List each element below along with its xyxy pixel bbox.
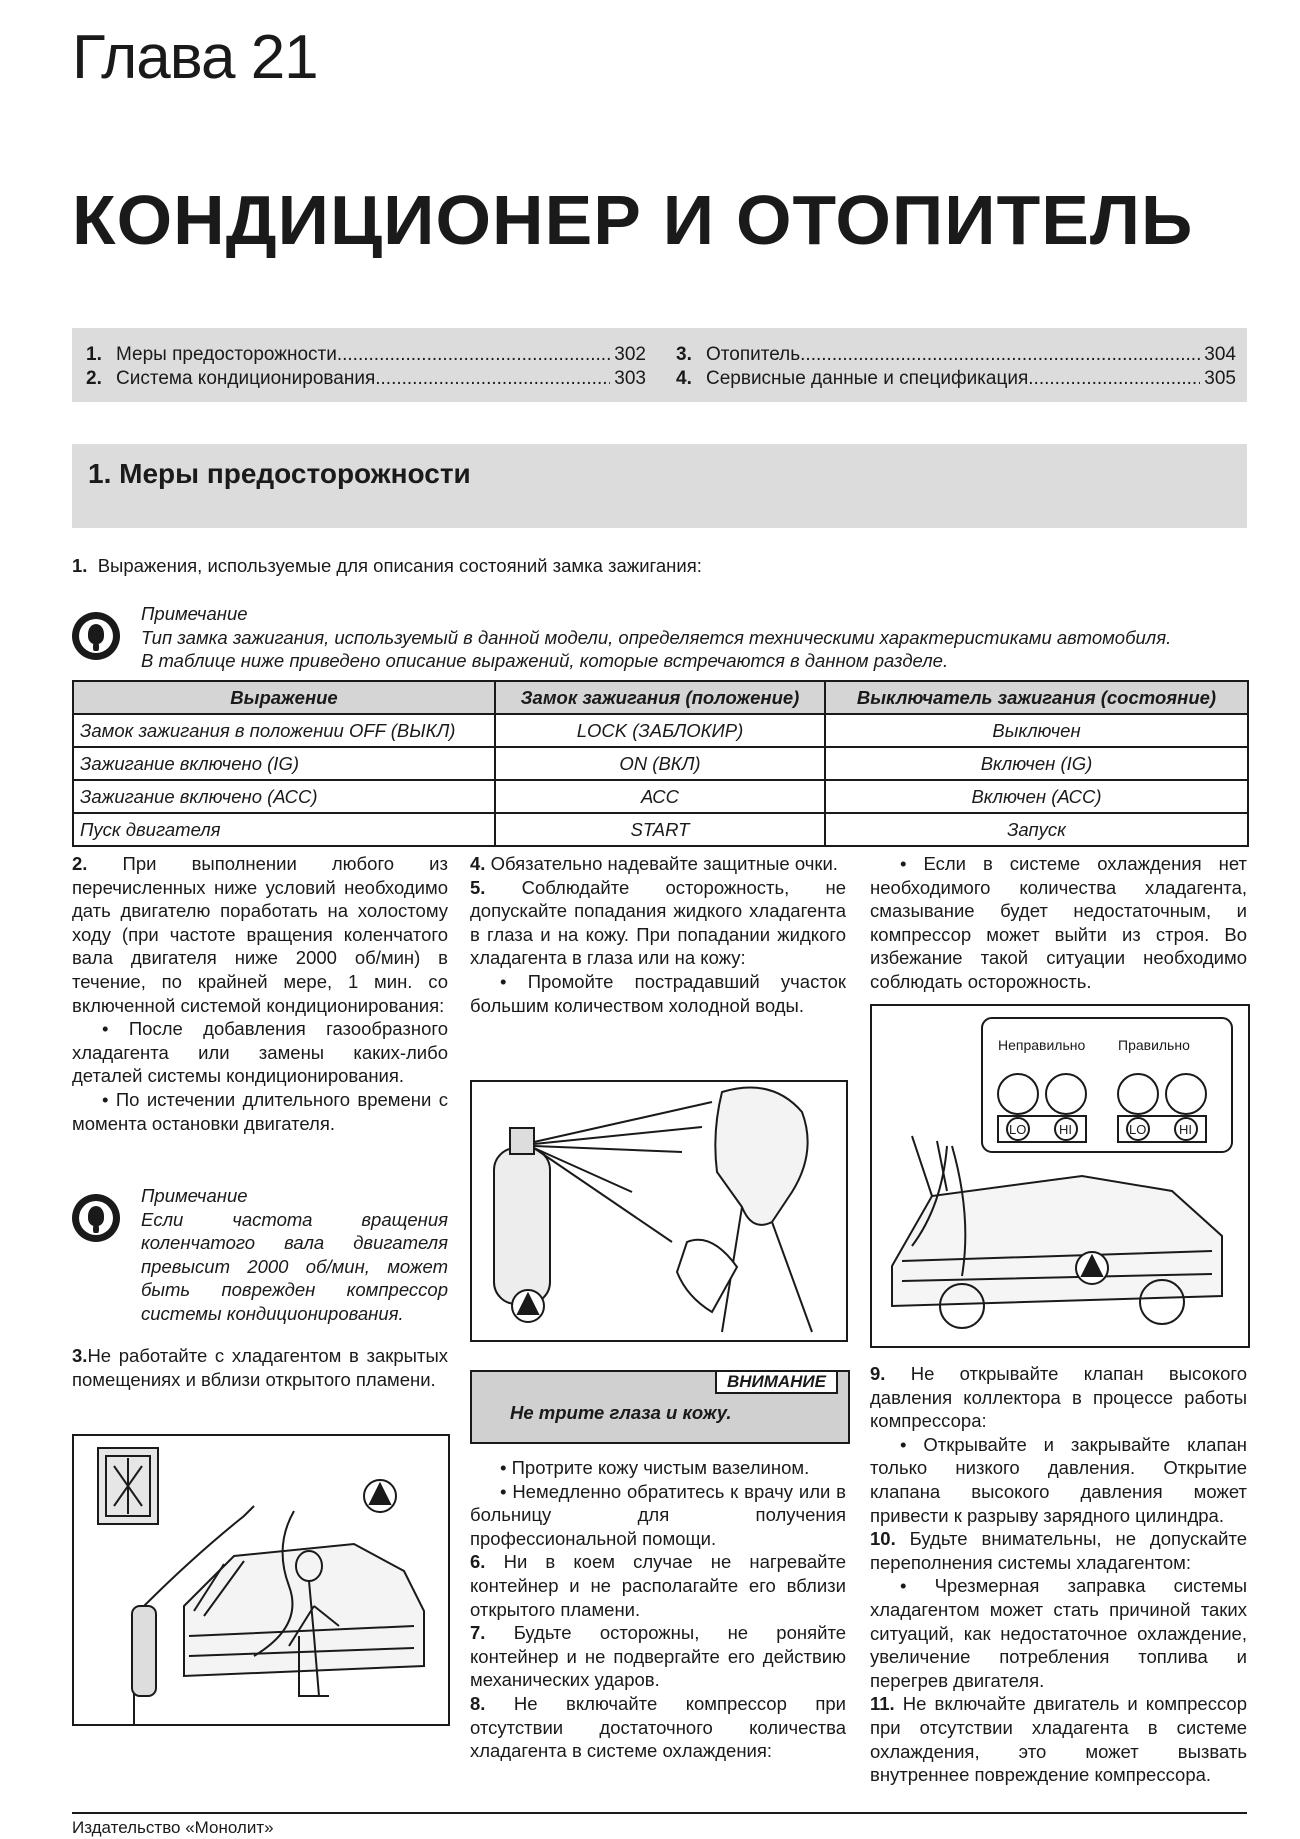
item-number: 7. <box>470 1622 486 1644</box>
toc-num: 3. <box>676 344 692 365</box>
label-right: Правильно <box>1118 1037 1190 1053</box>
bullet: • Немедленно обратитесь к врачу или в больницу для получения профессиональной помощи. <box>470 1480 846 1549</box>
toc-leader <box>337 344 610 366</box>
toc-item-2[interactable] <box>86 368 646 390</box>
note-line-1: Тип замка зажигания, используемый в данной модели, определяется техническими характеристиками автомобиля. <box>141 626 1172 648</box>
cell: Включен (IG) <box>825 747 1248 780</box>
warning-tag: ВНИМАНИЕ <box>715 1370 838 1394</box>
paragraph-text: Будьте осторожны, не роняйте контейнер и не подвергайте его действию механических ударов. <box>470 1622 847 1691</box>
ignition-table <box>72 680 1249 847</box>
paragraph-2 <box>72 852 448 1017</box>
paragraph-8 <box>470 1692 846 1763</box>
gauge-lo-label: LO <box>1129 1122 1147 1137</box>
section-heading-box <box>72 444 1247 528</box>
paragraph-4 <box>470 852 846 876</box>
paragraph-text: Не открывайте клапан высокого давления коллектора в процессе работы компрессора: <box>870 1363 1248 1432</box>
cell: START <box>495 813 825 846</box>
toc-item-3[interactable] <box>676 344 1236 366</box>
bullet: • По истечении длительного времени с момента остановки двигателя. <box>72 1088 448 1134</box>
paragraph-5 <box>470 876 846 970</box>
toc-label: Отопитель <box>706 344 801 365</box>
paragraph-3 <box>72 1344 448 1391</box>
footer-publisher: Издательство «Монолит» <box>72 1818 274 1837</box>
paragraph-text: Не включайте компрессор при отсутствии достаточного количества хладагента в системе охлаждения: <box>470 1692 846 1762</box>
note-bulb-icon <box>72 1194 120 1242</box>
garage-illustration <box>74 1436 448 1724</box>
table-row <box>73 747 1248 780</box>
col-header: Замок зажигания (положение) <box>495 681 825 714</box>
column-3-bottom <box>870 1362 1247 1787</box>
bullet: • Чрезмерная заправка системы хладагентом может стать причиной таких ситуаций, как недостаточное охлаждение, увеличение потребления топлива и перегрев двигателя. <box>870 1575 1247 1691</box>
warning-box <box>470 1370 850 1444</box>
item-number: 4. <box>470 853 486 874</box>
footer-rule <box>72 1812 1247 1814</box>
cell: Выключен <box>825 714 1248 747</box>
item-number: 3. <box>72 1345 88 1366</box>
bullet: • Протрите кожу чистым вазелином. <box>500 1457 810 1478</box>
cell: ON (ВКЛ) <box>495 747 825 780</box>
item-number: 5. <box>470 876 486 898</box>
note-bulb-icon <box>72 612 120 660</box>
intro-paragraph <box>72 554 702 578</box>
bullet: • После добавления газообразного хладагента или замены каких-либо деталей системы кондиционирования. <box>72 1018 448 1087</box>
paragraph-9 <box>870 1362 1247 1433</box>
toc-leader <box>1028 368 1200 390</box>
table-row <box>73 780 1248 813</box>
gauge-hi-label: HI <box>1179 1122 1192 1137</box>
note-1 <box>141 602 1247 673</box>
table-row <box>73 813 1248 846</box>
chapter-label: Глава 21 <box>72 23 318 92</box>
table-row <box>73 714 1248 747</box>
toc-leader <box>375 368 610 390</box>
paragraph-7 <box>470 1621 846 1692</box>
item-number: 6. <box>470 1551 486 1573</box>
cell: Запуск <box>825 813 1248 846</box>
column-2-top <box>470 852 846 1017</box>
paragraph-text: При выполнении любого из перечисленных ниже условий необходимо дать двигателю поработать на холостому ходу (при частоте вращения коленчатого вала двигателя ниже 2000 об/мин) в течение, по крайней мере, 1 мин. со включенной системой кондиционирования: <box>72 853 448 1016</box>
note-line-2: В таблице ниже приведено описание выражений, которые встречаются в данном разделе. <box>141 650 949 672</box>
warning-text: Не трите глаза и кожу. <box>510 1402 732 1423</box>
toc-item-4[interactable] <box>676 368 1236 390</box>
paragraph-11 <box>870 1692 1247 1786</box>
column-1 <box>72 852 448 1135</box>
item-number: 1. <box>72 555 88 576</box>
table-of-contents <box>72 328 1247 402</box>
page-title: КОНДИЦИОНЕР И ОТОПИТЕЛЬ <box>72 181 1194 259</box>
item-number: 8. <box>470 1692 486 1714</box>
toc-page: 302 <box>614 344 646 365</box>
table-header-row <box>73 681 1248 714</box>
toc-label: Система кондиционирования <box>116 368 376 389</box>
eye-splash-illustration <box>472 1082 846 1340</box>
note-label: Примечание <box>141 1185 248 1206</box>
item-number: 9. <box>870 1363 886 1384</box>
col-header: Выключатель зажигания (состояние) <box>825 681 1248 714</box>
item-number: 2. <box>72 853 88 874</box>
toc-page: 304 <box>1204 344 1236 365</box>
toc-label: Меры предосторожности <box>116 344 337 365</box>
section-heading: 1. Меры предосторожности <box>88 458 471 489</box>
cell: Включен (АСС) <box>825 780 1248 813</box>
bullet: • Открывайте и закрывайте клапан только низкого давления. Открытие клапана высокого давления может привести к разрыву зарядного цилиндра. <box>870 1433 1247 1526</box>
cell: LOCK (ЗАБЛОКИР) <box>495 714 825 747</box>
paragraph-text: Соблюдайте осторожность, не допускайте попадания жидкого хладагента в глаза и на кожу. При попадании жидкого хладагента в глаза или на кожу: <box>470 876 846 969</box>
toc-item-1[interactable] <box>86 344 646 366</box>
figure-refrigerant-garage <box>72 1434 450 1726</box>
item-number: 10. <box>870 1528 896 1550</box>
column-3-top <box>870 852 1247 994</box>
paragraph-10 <box>870 1527 1247 1574</box>
cell: Пуск двигателя <box>73 813 495 846</box>
bullet: • Промойте пострадавший участок большим количеством холодной воды. <box>470 970 846 1016</box>
intro-text: Выражения, используемые для описания состояний замка зажигания: <box>97 555 702 576</box>
col-header: Выражение <box>73 681 495 714</box>
note-label: Примечание <box>141 603 248 624</box>
toc-page: 303 <box>614 368 646 389</box>
paragraph-6 <box>470 1550 846 1621</box>
toc-page: 305 <box>1204 368 1236 389</box>
toc-leader <box>800 344 1200 366</box>
figure-refrigerant-eyes <box>470 1080 848 1342</box>
bullet: • Если в системе охлаждения нет необходимого количества хладагента, смазывание будет недостаточным, и компрессор может выйти из строя. Во избежание такой ситуации необходимо соблюдать осторожность. <box>870 853 1247 992</box>
paragraph-text: Не работайте с хладагентом в закрытых помещениях и вблизи открытого пламени. <box>72 1345 448 1390</box>
gauge-hi-label: HI <box>1059 1122 1072 1137</box>
paragraph-text: Ни в коем случае не нагревайте контейнер и не располагайте его вблизи открытого пламени. <box>470 1551 847 1620</box>
figure-manifold-gauges <box>870 1004 1250 1348</box>
toc-num: 1. <box>86 344 102 365</box>
paragraph-text: Будьте внимательны, не допускайте переполнения системы хладагентом: <box>870 1528 1247 1573</box>
toc-num: 2. <box>86 368 102 389</box>
cell: Замок зажигания в положении OFF (ВЫКЛ) <box>73 714 495 747</box>
gauges-car-illustration <box>872 1006 1248 1346</box>
cell: АСС <box>495 780 825 813</box>
note-2 <box>141 1184 448 1326</box>
note-text: Если частота вращения коленчатого вала двигателя превысит 2000 об/мин, может быть поврежден компрессор системы кондиционирования. <box>141 1208 448 1324</box>
cell: Зажигание включено (IG) <box>73 747 495 780</box>
paragraph-text: Не включайте двигатель и компрессор при отсутствии хладагента в системе охлаждения, это может вызвать внутреннее повреждение компрессора. <box>870 1693 1248 1786</box>
label-wrong: Неправильно <box>998 1037 1086 1053</box>
paragraph-text: Обязательно надевайте защитные очки. <box>490 853 838 874</box>
column-2-bottom <box>470 1456 846 1763</box>
item-number: 11. <box>870 1693 895 1715</box>
toc-num: 4. <box>676 368 692 389</box>
cell: Зажигание включено (АСС) <box>73 780 495 813</box>
gauge-lo-label: LO <box>1009 1122 1027 1137</box>
toc-label: Сервисные данные и спецификация <box>706 368 1029 389</box>
